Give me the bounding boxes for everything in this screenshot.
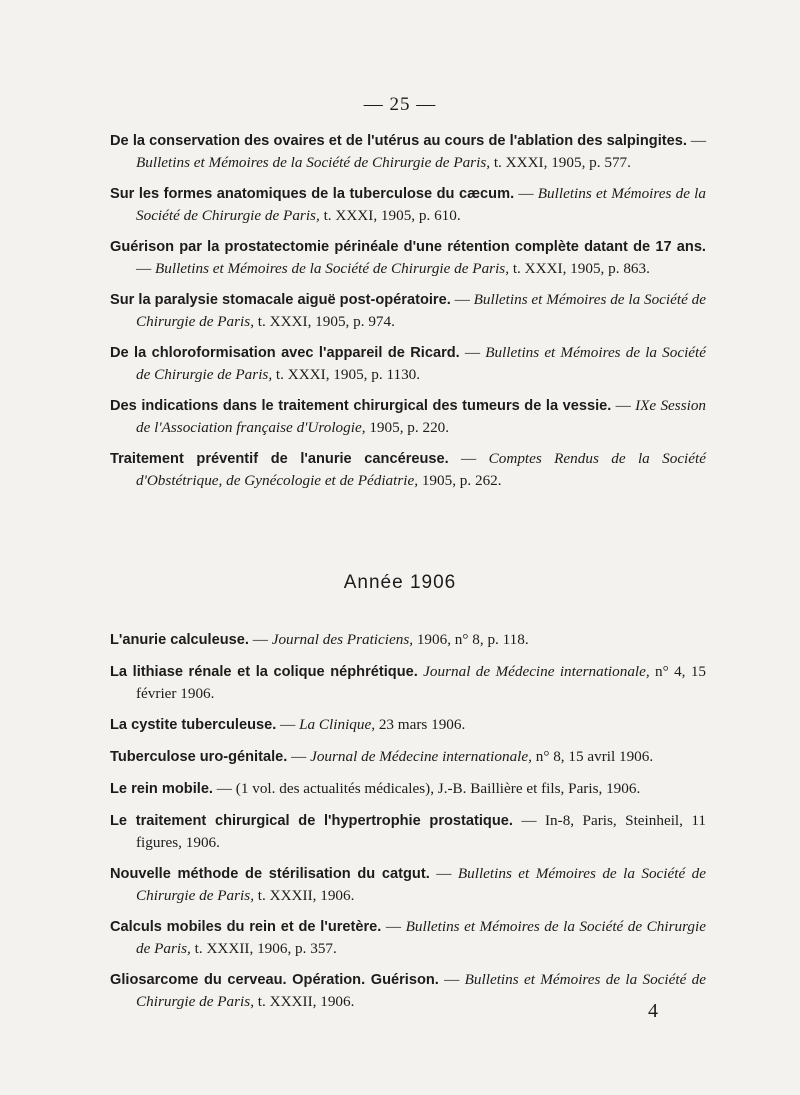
entry-separator: — — [213, 780, 236, 797]
bibliography-entry — [110, 714, 706, 736]
entry-source: Journal de Médecine internationale, — [423, 663, 650, 680]
entry-title: L'anurie calculeuse. — [110, 632, 249, 648]
bibliography-entry — [110, 342, 706, 385]
entry-source: Bulletins et Mémoires de la Société de Chirurgie de Paris, — [136, 291, 706, 330]
entry-details: 23 mars 1906. — [375, 716, 466, 733]
bibliography-entry — [110, 289, 706, 332]
entry-separator: — — [450, 291, 474, 308]
entry-separator: — — [459, 344, 486, 361]
entry-details: (1 vol. des actualités médicales), J.-B. Baillière et fils, Paris, 1906. — [235, 780, 641, 797]
entry-title: Traitement préventif de l'anurie cancéreuse. — [110, 451, 449, 467]
entry-details: t. XXXII, 1906. — [254, 993, 355, 1010]
entry-separator: — — [248, 631, 272, 648]
entry-title: La lithiase rénale et la colique néphrétique. — [110, 664, 418, 680]
entry-details: n° 8, 15 avril 1906. — [531, 748, 654, 765]
entry-details: 1906, n° 8, p. 118. — [413, 631, 529, 648]
bibliography-entry — [110, 448, 706, 491]
entry-title: Tuberculose uro-génitale. — [110, 749, 288, 765]
bibliography-entry — [110, 236, 706, 279]
entry-source: Comptes Rendus de la Société d'Obstétrique, de Gynécologie et de Pédiatrie, — [136, 450, 706, 489]
entry-title: De la conservation des ovaires et de l'utérus au cours de l'ablation des salpingites. — [110, 133, 687, 149]
entry-details: t. XXXII, 1906, p. 357. — [190, 940, 337, 957]
entry-title: Nouvelle méthode de stérilisation du catgut. — [110, 866, 430, 882]
bibliography-entry — [110, 810, 706, 853]
entry-source: Bulletins et Mémoires de la Société de Chirurgie de Paris, — [136, 918, 706, 957]
entry-title: Sur la paralysie stomacale aiguë post-opératoire. — [110, 292, 451, 308]
entry-separator: — — [514, 185, 538, 202]
entry-title: Sur les formes anatomiques de la tuberculose du cæcum. — [110, 186, 515, 202]
entry-details: t. XXXI, 1905, p. 610. — [319, 207, 461, 224]
bibliography-1905 — [110, 130, 706, 501]
entry-title: Gliosarcome du cerveau. Opération. Guérison. — [110, 972, 439, 988]
entry-source: Bulletins et Mémoires de la Société de Chirurgie de Paris, — [154, 260, 510, 277]
section-heading: Année 1906 — [343, 572, 457, 593]
entry-separator: — — [276, 716, 300, 733]
entry-separator: — — [438, 971, 465, 988]
entry-source: Bulletins et Mémoires de la Société de Chirurgie de Paris, — [136, 865, 706, 904]
entry-separator: — — [611, 397, 636, 414]
entry-details: t. XXXI, 1905, p. 577. — [490, 154, 631, 171]
entry-details: 1905, p. 220. — [365, 419, 450, 436]
entry-details: n° 4, 15 février 1906. — [136, 663, 707, 702]
entry-separator: — — [512, 812, 545, 829]
entry-source: IXe Session de l'Association française d'Urologie, — [136, 397, 707, 436]
entry-details: t. XXXI, 1905, p. 863. — [509, 260, 650, 277]
entry-source: Bulletins et Mémoires de la Société de Chirurgie de Paris, — [136, 154, 491, 171]
bibliography-entry — [110, 863, 706, 906]
entry-title: Calculs mobiles du rein et de l'uretère. — [110, 919, 382, 935]
entry-details: 1905, p. 262. — [418, 472, 502, 489]
bibliography-entry — [110, 395, 706, 438]
entry-details: In-8, Paris, Steinheil, 11 figures, 1906. — [136, 812, 706, 851]
page-number: — 25 — — [363, 94, 437, 115]
entry-title: Guérison par la prostatectomie périnéale d'une rétention complète datant de 17 ans. — [110, 239, 706, 255]
entry-title: La cystite tuberculeuse. — [110, 717, 277, 733]
entry-source: Journal des Praticiens, — [271, 631, 414, 648]
bibliography-entry — [110, 661, 706, 704]
signature-mark: 4 — [648, 1000, 658, 1022]
entry-title: De la chloroformisation avec l'appareil de Ricard. — [110, 345, 460, 361]
entry-source: Journal de Médecine internationale, — [310, 748, 532, 765]
entry-separator: — — [686, 132, 706, 149]
bibliography-entry — [110, 969, 706, 1012]
entry-source: Bulletins et Mémoires de la Société de Chirurgie de Paris, — [136, 185, 706, 224]
entry-separator: — — [381, 918, 406, 935]
entry-details: t. XXXI, 1905, p. 1130. — [272, 366, 421, 383]
bibliography-entry — [110, 629, 706, 651]
entry-source: Bulletins et Mémoires de la Société de Chirurgie de Paris, — [136, 344, 707, 383]
entry-details: t. XXXI, 1905, p. 974. — [254, 313, 395, 330]
bibliography-1906 — [110, 629, 706, 1022]
entry-title: Le rein mobile. — [110, 781, 213, 797]
entry-separator: — — [448, 450, 489, 467]
entry-separator: — — [429, 865, 458, 882]
entry-title: Des indications dans le traitement chirurgical des tumeurs de la vessie. — [110, 398, 612, 414]
bibliography-entry — [110, 778, 706, 800]
bibliography-entry — [110, 916, 706, 959]
entry-title: Le traitement chirurgical de l'hypertrophie prostatique. — [110, 813, 513, 829]
entry-separator: — — [136, 260, 155, 277]
entry-source: La Clinique, — [299, 716, 376, 733]
bibliography-entry — [110, 746, 706, 768]
entry-separator: — — [287, 748, 311, 765]
bibliography-entry — [110, 130, 706, 173]
bibliography-entry — [110, 183, 706, 226]
entry-source: Bulletins et Mémoires de la Société de Chirurgie de Paris, — [136, 971, 706, 1010]
entry-details: t. XXXII, 1906. — [254, 887, 355, 904]
